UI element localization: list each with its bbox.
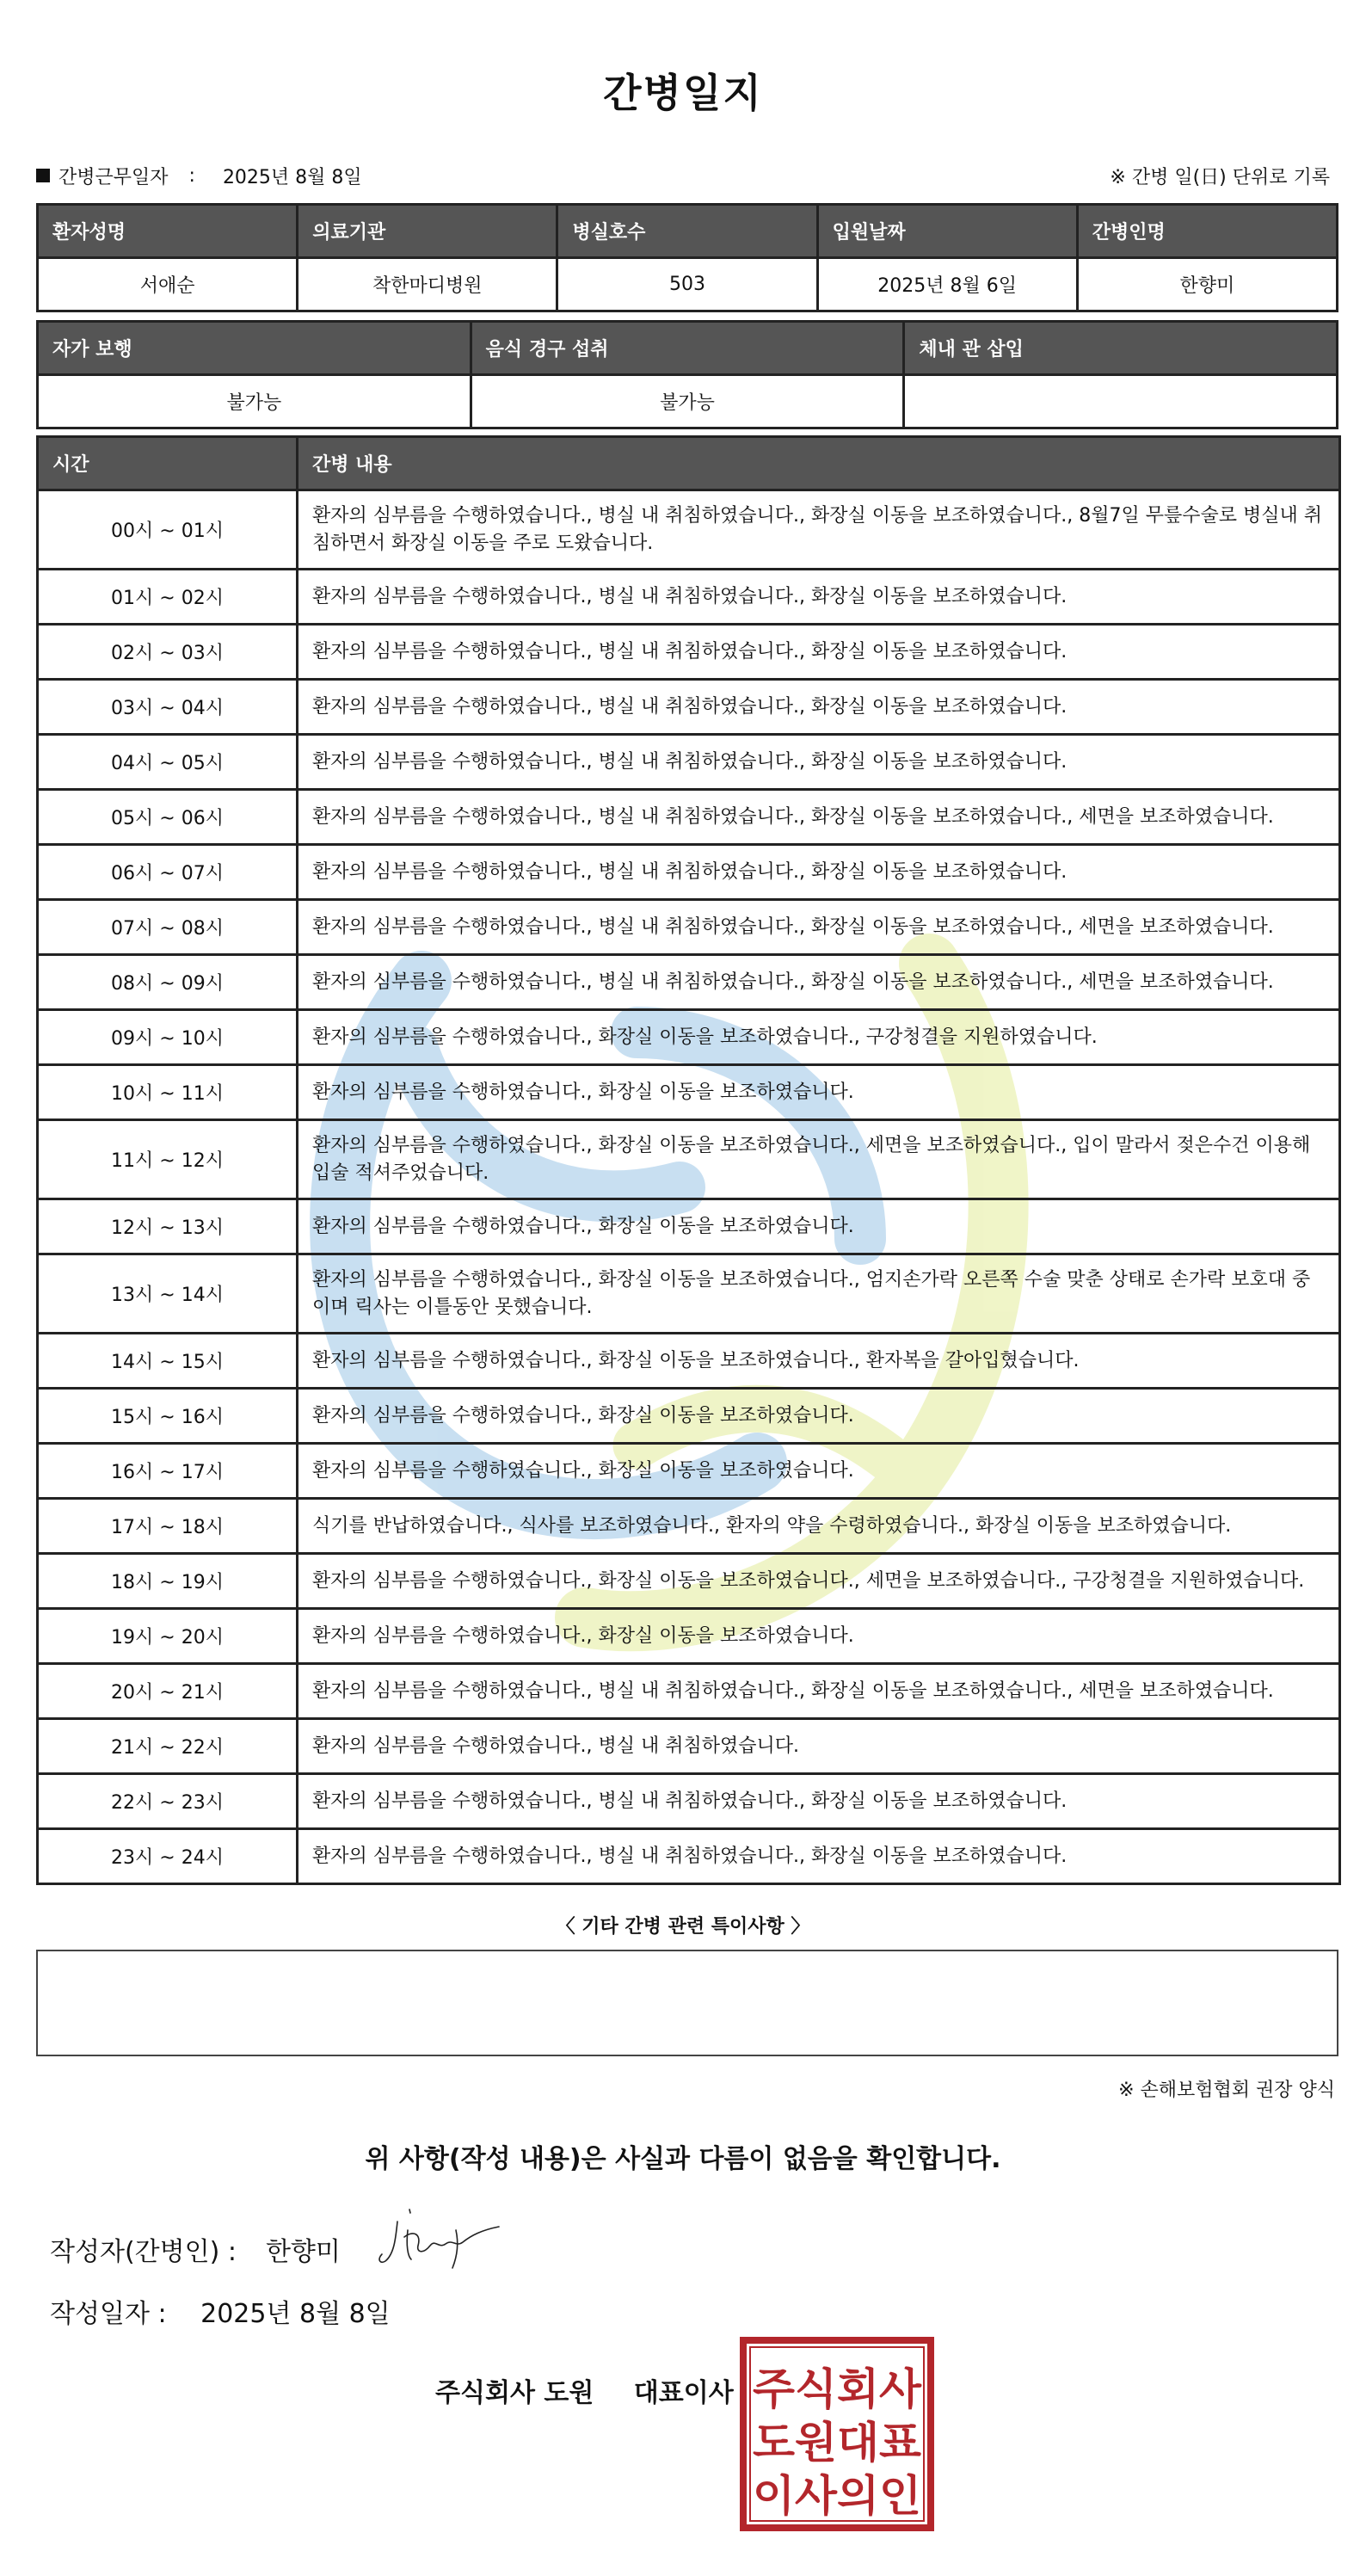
- ceo-title: 대표이사: [633, 2378, 734, 2408]
- work-date-label: 간병근무일자: [58, 166, 169, 188]
- log-content: 환자의 심부름을 수행하였습니다., 병실 내 취침하였습니다., 화장실 이동을 보조하였습니다.: [298, 1774, 1340, 1829]
- log-row: [38, 735, 1340, 790]
- log-content: 환자의 심부름을 수행하였습니다., 화장실 이동을 보조하였습니다., 구강청결을 지원하였습니다.: [298, 1010, 1340, 1065]
- log-time: 07시 ~ 08시: [38, 900, 298, 955]
- log-time: 08시 ~ 09시: [38, 955, 298, 1010]
- log-row: [38, 1010, 1340, 1065]
- log-row: [38, 1719, 1340, 1774]
- walking-status: 불가능: [38, 375, 471, 428]
- patient-value-row: [38, 258, 1338, 311]
- log-content: 환자의 심부름을 수행하였습니다., 화장실 이동을 보조하였습니다.: [298, 1389, 1340, 1444]
- patient-status-table: [36, 320, 1338, 429]
- log-row: [38, 1065, 1340, 1120]
- log-time: 23시 ~ 24시: [38, 1829, 298, 1884]
- log-row: [38, 1444, 1340, 1499]
- log-time: 19시 ~ 20시: [38, 1609, 298, 1664]
- written-date-label: 작성일자 :: [50, 2299, 167, 2329]
- signature-icon: [370, 2204, 516, 2273]
- page-title: 간병일지: [603, 70, 763, 116]
- header-patient-name: 환자성명: [38, 205, 298, 258]
- header-tube: 체내 관 삽입: [904, 322, 1338, 375]
- patient-header-row: [38, 205, 1338, 258]
- log-content: 환자의 심부름을 수행하였습니다., 화장실 이동을 보조하였습니다., 세면을 보조하였습니다., 구강청결을 지원하였습니다.: [298, 1554, 1340, 1609]
- log-content: 환자의 심부름을 수행하였습니다., 병실 내 취침하였습니다., 화장실 이동을 보조하였습니다., 세면을 보조하였습니다.: [298, 900, 1340, 955]
- log-row: [38, 1120, 1340, 1199]
- status-value-row: [38, 375, 1338, 428]
- log-row: [38, 845, 1340, 900]
- log-row: [38, 1664, 1340, 1719]
- notes-box: [36, 1950, 1338, 2056]
- header-room: 병실호수: [557, 205, 817, 258]
- log-time: 14시 ~ 15시: [38, 1334, 298, 1389]
- header-content: 간병 내용: [298, 437, 1340, 490]
- log-content: 환자의 심부름을 수행하였습니다., 화장실 이동을 보조하였습니다.: [298, 1444, 1340, 1499]
- admission-date: 2025년 8월 6일: [817, 258, 1077, 311]
- log-content: 환자의 심부름을 수행하였습니다., 병실 내 취침하였습니다., 화장실 이동을 보조하였습니다.: [298, 1829, 1340, 1884]
- log-content: 환자의 심부름을 수행하였습니다., 병실 내 취침하였습니다., 화장실 이동을 보조하였습니다.: [298, 570, 1340, 625]
- log-time: 18시 ~ 19시: [38, 1554, 298, 1609]
- log-time: 11시 ~ 12시: [38, 1120, 298, 1199]
- seal-text-line: 주식회사: [753, 2364, 922, 2414]
- log-row: [38, 490, 1340, 570]
- written-date-line: [50, 2292, 391, 2330]
- oral-intake-status: 불가능: [471, 375, 904, 428]
- room-number: 503: [557, 258, 817, 311]
- log-time: 13시 ~ 14시: [38, 1254, 298, 1334]
- log-content: 환자의 심부름을 수행하였습니다., 병실 내 취침하였습니다., 화장실 이동을 보조하였습니다.: [298, 735, 1340, 790]
- log-content: 환자의 심부름을 수행하였습니다., 병실 내 취침하였습니다., 화장실 이동을 보조하였습니다., 세면을 보조하였습니다.: [298, 1664, 1340, 1719]
- log-content: 환자의 심부름을 수행하였습니다., 병실 내 취침하였습니다.: [298, 1719, 1340, 1774]
- header-oral-intake: 음식 경구 섭취: [471, 322, 904, 375]
- log-row: [38, 570, 1340, 625]
- log-time: 01시 ~ 02시: [38, 570, 298, 625]
- log-time: 10시 ~ 11시: [38, 1065, 298, 1120]
- log-content: 환자의 심부름을 수행하였습니다., 화장실 이동을 보조하였습니다.: [298, 1609, 1340, 1664]
- meta-row: [36, 160, 1330, 191]
- log-row: [38, 1199, 1340, 1254]
- caregiver-name: 한향미: [1077, 258, 1337, 311]
- seal-text-line: 이사의인: [753, 2471, 921, 2521]
- log-time: 09시 ~ 10시: [38, 1010, 298, 1065]
- writer-line: [50, 2230, 341, 2268]
- company-line: [435, 2371, 734, 2409]
- log-content: 환자의 심부름을 수행하였습니다., 화장실 이동을 보조하였습니다., 세면을 보조하였습니다., 입이 말라서 젖은수건 이용해 입술 적셔주었습니다.: [298, 1120, 1340, 1199]
- log-row: [38, 1389, 1340, 1444]
- log-time: 00시 ~ 01시: [38, 490, 298, 570]
- log-content: 환자의 심부름을 수행하였습니다., 화장실 이동을 보조하였습니다., 엄지손가락 오른쪽 수술 맞춘 상태로 손가락 보호대 중이며 릭사는 이틀동안 못했습니다.: [298, 1254, 1340, 1334]
- log-time: 22시 ~ 23시: [38, 1774, 298, 1829]
- log-time: 12시 ~ 13시: [38, 1199, 298, 1254]
- square-bullet-icon: [36, 169, 50, 182]
- log-content: 환자의 심부름을 수행하였습니다., 화장실 이동을 보조하였습니다., 환자복을 갈아입혔습니다.: [298, 1334, 1340, 1389]
- reference-note: ※ 손해보험협회 권장 양식: [1118, 2080, 1335, 2101]
- log-time: 16시 ~ 17시: [38, 1444, 298, 1499]
- log-row: [38, 900, 1340, 955]
- patient-info-table: [36, 203, 1338, 312]
- log-time: 06시 ~ 07시: [38, 845, 298, 900]
- log-content: 환자의 심부름을 수행하였습니다., 병실 내 취침하였습니다., 화장실 이동을 보조하였습니다.: [298, 845, 1340, 900]
- log-content: 환자의 심부름을 수행하였습니다., 병실 내 취침하였습니다., 화장실 이동을 보조하였습니다.: [298, 680, 1340, 735]
- log-time: 17시 ~ 18시: [38, 1499, 298, 1554]
- log-content: 환자의 심부름을 수행하였습니다., 병실 내 취침하였습니다., 화장실 이동을 보조하였습니다., 8월7일 무릎수술로 병실내 취침하면서 화장실 이동을 주로 도왔습니다.: [298, 490, 1340, 570]
- record-note: ※ 간병 일(日) 단위로 기록: [1110, 166, 1330, 188]
- log-time: 21시 ~ 22시: [38, 1719, 298, 1774]
- log-row: [38, 1829, 1340, 1884]
- log-row: [38, 1774, 1340, 1829]
- writer-label: 작성자(간병인) :: [50, 2237, 237, 2267]
- company-name: 주식회사 도원: [435, 2378, 594, 2408]
- work-date-value: 2025년 8월 8일: [222, 166, 362, 188]
- log-row: [38, 680, 1340, 735]
- log-header-row: [38, 437, 1340, 490]
- header-walking: 자가 보행: [38, 322, 471, 375]
- confirmation-statement: 위 사항(작성 내용)은 사실과 다름이 없음을 확인합니다.: [365, 2144, 1001, 2174]
- header-caregiver: 간병인명: [1077, 205, 1337, 258]
- log-time: 04시 ~ 05시: [38, 735, 298, 790]
- header-admission-date: 입원날짜: [817, 205, 1077, 258]
- log-row: [38, 1254, 1340, 1334]
- status-header-row: [38, 322, 1338, 375]
- log-content: 식기를 반납하였습니다., 식사를 보조하였습니다., 환자의 약을 수령하였습니다., 화장실 이동을 보조하였습니다.: [298, 1499, 1340, 1554]
- work-date: [36, 163, 362, 189]
- tube-status: [904, 375, 1338, 428]
- seal-text-line: 도원대표: [753, 2418, 922, 2468]
- care-log-table: [36, 435, 1341, 1885]
- log-content: 환자의 심부름을 수행하였습니다., 병실 내 취침하였습니다., 화장실 이동을 보조하였습니다., 세면을 보조하였습니다.: [298, 955, 1340, 1010]
- log-time: 20시 ~ 21시: [38, 1664, 298, 1719]
- log-time: 02시 ~ 03시: [38, 625, 298, 680]
- notes-title: 〈 기타 간병 관련 특이사항 〉: [556, 1916, 810, 1938]
- patient-name: 서애순: [38, 258, 298, 311]
- log-row: [38, 1499, 1340, 1554]
- log-row: [38, 1554, 1340, 1609]
- log-time: 05시 ~ 06시: [38, 790, 298, 845]
- log-row: [38, 955, 1340, 1010]
- log-content: 환자의 심부름을 수행하였습니다., 병실 내 취침하였습니다., 화장실 이동을 보조하였습니다., 세면을 보조하였습니다.: [298, 790, 1340, 845]
- log-row: [38, 790, 1340, 845]
- log-row: [38, 1609, 1340, 1664]
- log-row: [38, 1334, 1340, 1389]
- written-date-value: 2025년 8월 8일: [200, 2299, 391, 2329]
- log-row: [38, 625, 1340, 680]
- writer-name: 한향미: [265, 2237, 341, 2267]
- work-date-colon: :: [188, 164, 195, 187]
- institution: 착한마디병원: [298, 258, 557, 311]
- log-time: 15시 ~ 16시: [38, 1389, 298, 1444]
- log-content: 환자의 심부름을 수행하였습니다., 화장실 이동을 보조하였습니다.: [298, 1199, 1340, 1254]
- header-institution: 의료기관: [298, 205, 557, 258]
- header-time: 시간: [38, 437, 298, 490]
- company-seal-icon: [740, 2337, 934, 2531]
- log-content: 환자의 심부름을 수행하였습니다., 병실 내 취침하였습니다., 화장실 이동을 보조하였습니다.: [298, 625, 1340, 680]
- log-time: 03시 ~ 04시: [38, 680, 298, 735]
- log-content: 환자의 심부름을 수행하였습니다., 화장실 이동을 보조하였습니다.: [298, 1065, 1340, 1120]
